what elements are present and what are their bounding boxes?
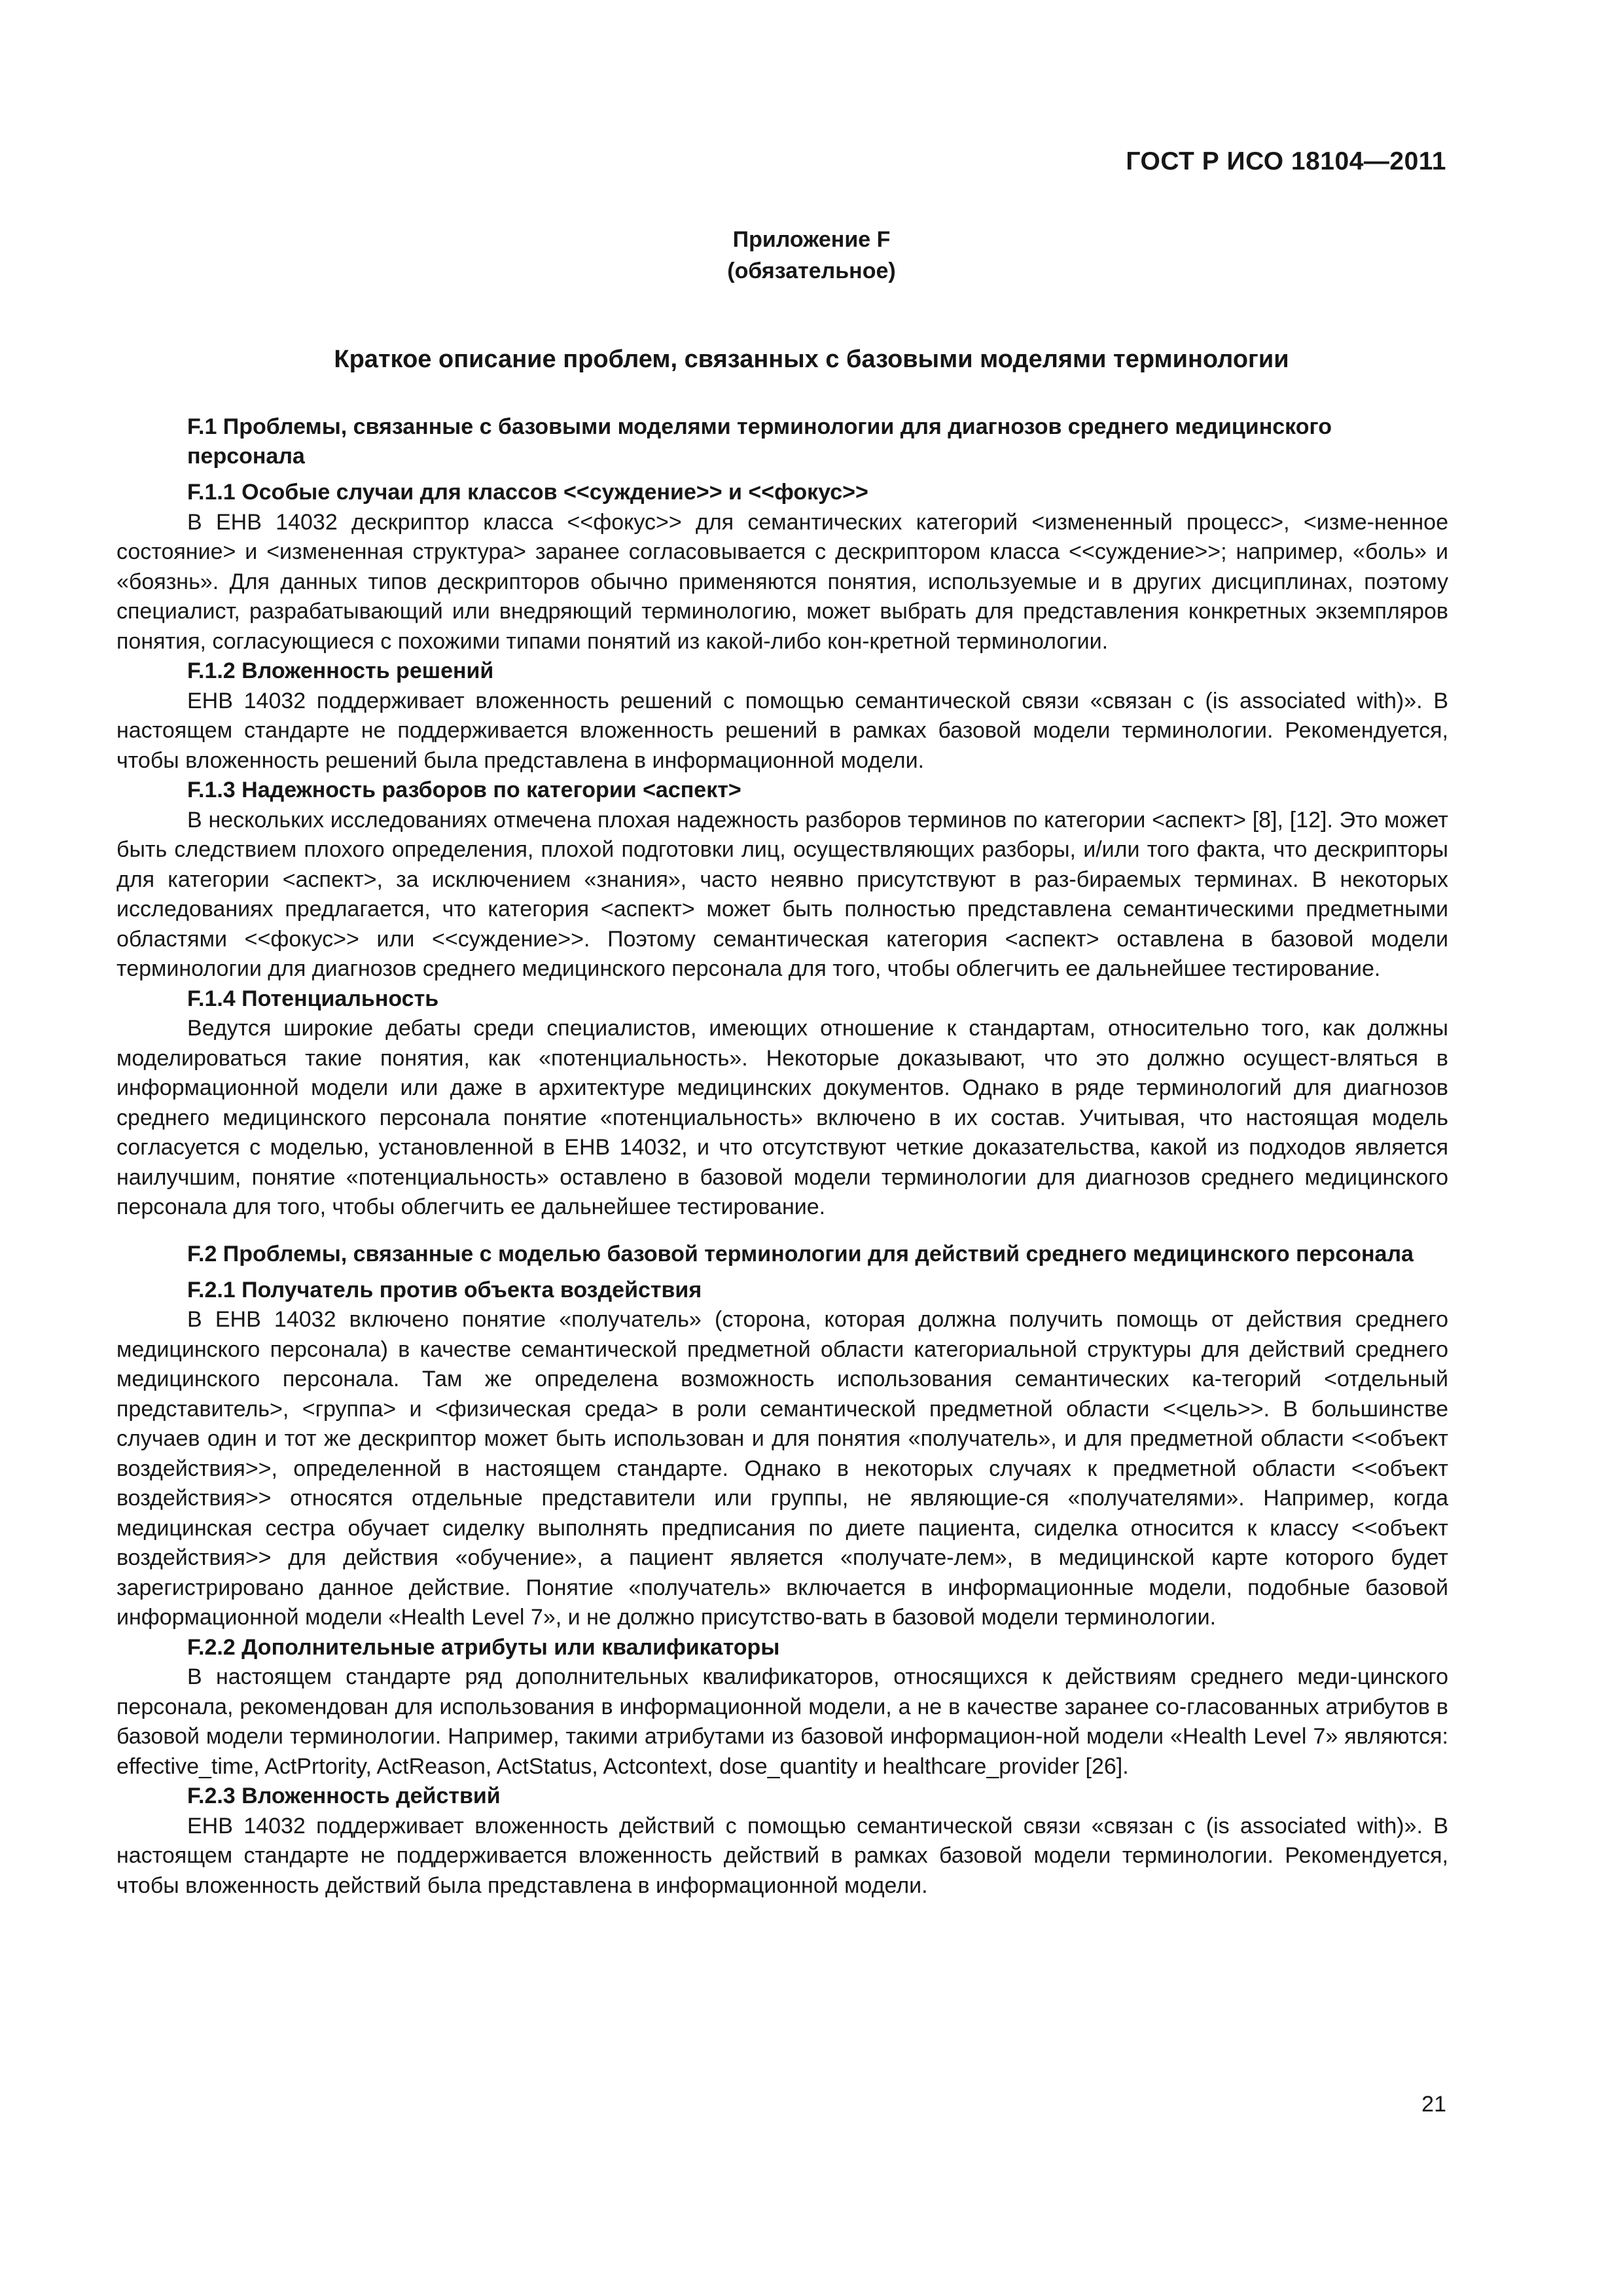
subsection-heading: F.1.4 Потенциальность bbox=[187, 986, 439, 1011]
document-title: Краткое описание проблем, связанных с базовыми моделями терминологии bbox=[334, 346, 1289, 373]
paragraph: ЕНВ 14032 поддерживает вложенность решений с помощью семантической связи «связан с (is associated with)». В настоящем стандарте не поддерживается вложенность решений в рамках базовой модели терминологии. Рекомендуется, чтобы вложенность решений была представлена в информационной модели. bbox=[116, 688, 1448, 773]
page-number: 21 bbox=[1421, 2092, 1446, 2117]
subsection-heading: F.1.2 Вложенность решений bbox=[187, 658, 494, 683]
paragraph: В ЕНВ 14032 включено понятие «получатель» (сторона, которая должна получить помощь от действия среднего медицинского персонала) в качестве семантической предметной области категориальной структуры для действий среднего медицинского персонала. Там же определена возможность использования семантических ка-тегорий <отдельный представитель>, <группа> и <физическая среда> в роли семантической предметной области <<цель>>. В большинстве случаев один и тот же дескриптор может быть использован и для понятия «получатель», и для предметной области <<объект воздействия>>, определенной в настоящем стандарте. Однако в некоторых случаях к предметной области <<объект воздействия>> относятся отдельные представители или группы, не являющие-ся «получателями». Например, когда медицинская сестра обучает сиделку выполнять предписания по диете пациента, сиделка относится к классу <<объект воздействия>> для действия «обучение», а пациент является «получате-лем», в медицинской карте которого будет зарегистрировано данное действие. Понятие «получатель» включается в информационные модели, подобные базовой информационной модели «Health Level 7», и не должно присутство-вать в базовой модели терминологии. bbox=[116, 1307, 1448, 1630]
section-f1 bbox=[116, 412, 1448, 1223]
section-heading: F.1 Проблемы, связанные с базовыми моделями терминологии для диагнозов среднего медицинского персонала bbox=[187, 414, 1332, 469]
subsection-heading: F.1.3 Надежность разборов по категории <аспект> bbox=[187, 778, 741, 802]
paragraph: В нескольких исследованиях отмечена плохая надежность разборов терминов по категории <аспект> [8], [12]. Это может быть следствием плохого определения, плохой подготовки лиц, осуществляющих разборы, и/или того факта, что дескрипторы для категории <аспект>, за исключением «знания», часто неявно присутствуют в раз-бираемых терминах. В некоторых исследованиях предлагается, что категория <аспект> может быть полностью представлена семантическими предметными областями <<фокус>> или <<суждение>>. Поэтому семантическая категория <аспект> оставлена в базовой модели терминологии для диагнозов среднего медицинского персонала для того, чтобы облегчить ее дальнейшее тестирование. bbox=[116, 807, 1448, 981]
annex-heading bbox=[0, 224, 1623, 287]
section-f2 bbox=[116, 1240, 1448, 1901]
document-code: ГОСТ Р ИСО 18104—2011 bbox=[1126, 147, 1446, 175]
annex-status: (обязательное) bbox=[727, 259, 896, 283]
paragraph: Ведутся широкие дебаты среди специалистов, имеющих отношение к стандартам, относительно того, как должны моделироваться такие понятия, как «потенциальность». Некоторые доказывают, что это должно осущест-вляться в информационной модели или даже в архитектуре медицинских документов. Однако в ряде терминологий для диагнозов среднего медицинского персонала понятие «потенциальность» включено в их состав. Учитывая, что настоящая модель согласуется с моделью, установленной в ЕНВ 14032, и что отсутствуют четкие доказательства, какой из подходов является наилучшим, понятие «потенциальность» оставлено в базовой модели терминологии для диагнозов среднего медицинского персонала для того, чтобы облегчить ее дальнейшее тестирование. bbox=[116, 1016, 1448, 1219]
paragraph: ЕНВ 14032 поддерживает вложенность действий с помощью семантической связи «связан с (is associated with)». В настоящем стандарте не поддерживается вложенность действий в рамках базовой модели терминологии. Рекомендуется, чтобы вложенность действий была представлена в информационной модели. bbox=[116, 1813, 1448, 1898]
annex-label: Приложение F bbox=[732, 227, 891, 252]
subsection-heading: F.2.2 Дополнительные атрибуты или квалификаторы bbox=[187, 1634, 780, 1660]
section-heading: F.2 Проблемы, связанные с моделью базовой терминологии для действий среднего медицинского персонала bbox=[187, 1241, 1414, 1266]
paragraph: В ЕНВ 14032 дескриптор класса <<фокус>> для семантических категорий <измененный процесс>, <изме-ненное состояние> и <измененная структура> заранее согласовывается с дескриптором класса <<суждение>>; например, «боль» и «боязнь». Для данных типов дескрипторов обычно применяются понятия, используемые и в других дисциплинах, поэтому специалист, разрабатывающий или внедряющий терминологию, может выбрать для представления конкретных экземпляров понятия, согласующиеся с похожими типами понятий из какой-либо кон-кретной терминологии. bbox=[116, 509, 1448, 654]
paragraph: В настоящем стандарте ряд дополнительных квалификаторов, относящихся к действиям среднего меди-цинского персонала, рекомендован для использования в информационной модели, а не в качестве заранее со-гласованных атрибутов в базовой модели терминологии. Например, такими атрибутами из базовой информацион-ной модели «Health Level 7» являются: effective_time, ActPrtority, ActReason, ActStatus, Actcontext, dose_quantity и healthcare_provider [26]. bbox=[116, 1664, 1448, 1779]
subsection-heading: F.2.3 Вложенность действий bbox=[187, 1784, 501, 1808]
subsection-heading: F.2.1 Получатель против объекта воздействия bbox=[187, 1277, 702, 1302]
subsection-heading: F.1.1 Особые случаи для классов <<суждение>> и <<фокус>> bbox=[187, 480, 868, 505]
document-body bbox=[116, 412, 1448, 1918]
